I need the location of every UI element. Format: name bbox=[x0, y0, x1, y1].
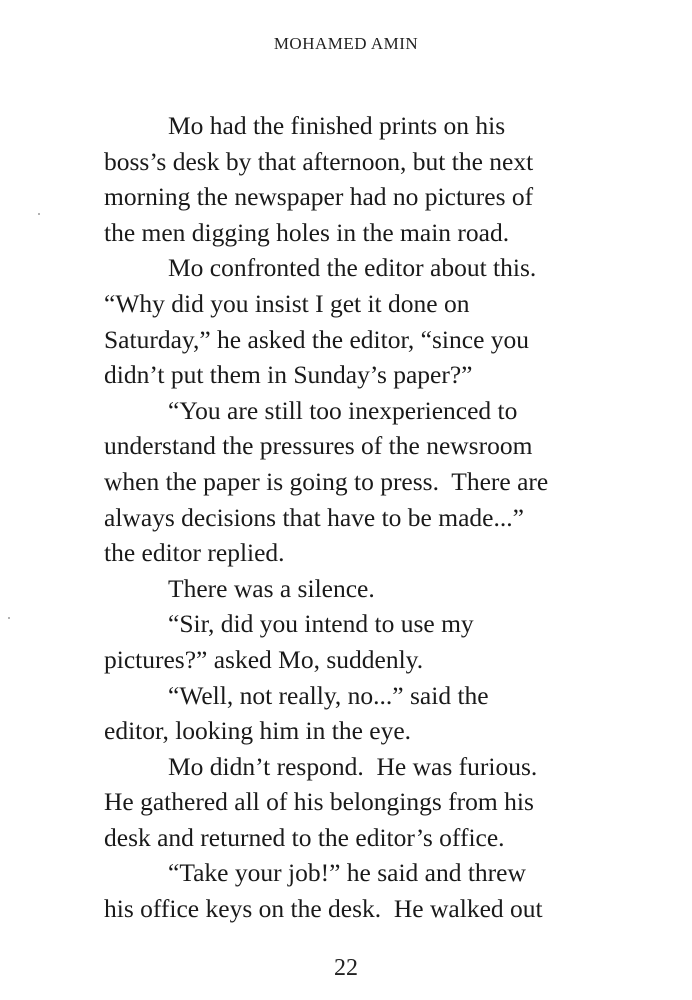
text-line: desk and returned to the editor’s office. bbox=[104, 822, 505, 852]
text-line: didn’t put them in Sunday’s paper?” bbox=[104, 360, 473, 390]
text-line: “You are still too inexperienced to bbox=[168, 395, 518, 425]
text-line: Mo confronted the editor about this. bbox=[168, 253, 537, 283]
text-line: editor, looking him in the eye. bbox=[104, 716, 412, 746]
text-line: boss’s desk by that afternoon, but the next bbox=[104, 146, 534, 176]
text-line: the men digging holes in the main road. bbox=[104, 217, 510, 247]
text-line: always decisions that have to be made...” bbox=[104, 502, 524, 532]
page-number: 22 bbox=[334, 955, 358, 981]
text-line: There was a silence. bbox=[168, 573, 375, 603]
text-line: his office keys on the desk. He walked out bbox=[104, 894, 543, 924]
text-line: Mo had the finished prints on his bbox=[168, 111, 506, 140]
running-head: MOHAMED AMIN bbox=[273, 34, 419, 53]
text-line: Saturday,” he asked the editor, “since you bbox=[104, 324, 530, 354]
text-line: morning the newspaper had no pictures of bbox=[104, 182, 534, 212]
text-line: when the paper is going to press. There are bbox=[104, 466, 549, 496]
text-line: He gathered all of his belongings from his bbox=[104, 787, 534, 817]
text-line: “Why did you insist I get it done on bbox=[104, 288, 470, 318]
text-line: the editor replied. bbox=[104, 538, 285, 568]
paper-speck bbox=[38, 213, 40, 215]
paper-speck bbox=[8, 617, 10, 619]
text-line: “Take your job!” he said and threw bbox=[168, 858, 526, 888]
body-text bbox=[104, 108, 624, 927]
text-line: pictures?” asked Mo, suddenly. bbox=[104, 644, 424, 674]
text-line: understand the pressures of the newsroom bbox=[104, 431, 533, 461]
text-line: “Sir, did you intend to use my bbox=[168, 609, 474, 639]
text-line: Mo didn’t respond. He was furious. bbox=[168, 751, 538, 781]
text-line: “Well, not really, no...” said the bbox=[168, 680, 489, 710]
